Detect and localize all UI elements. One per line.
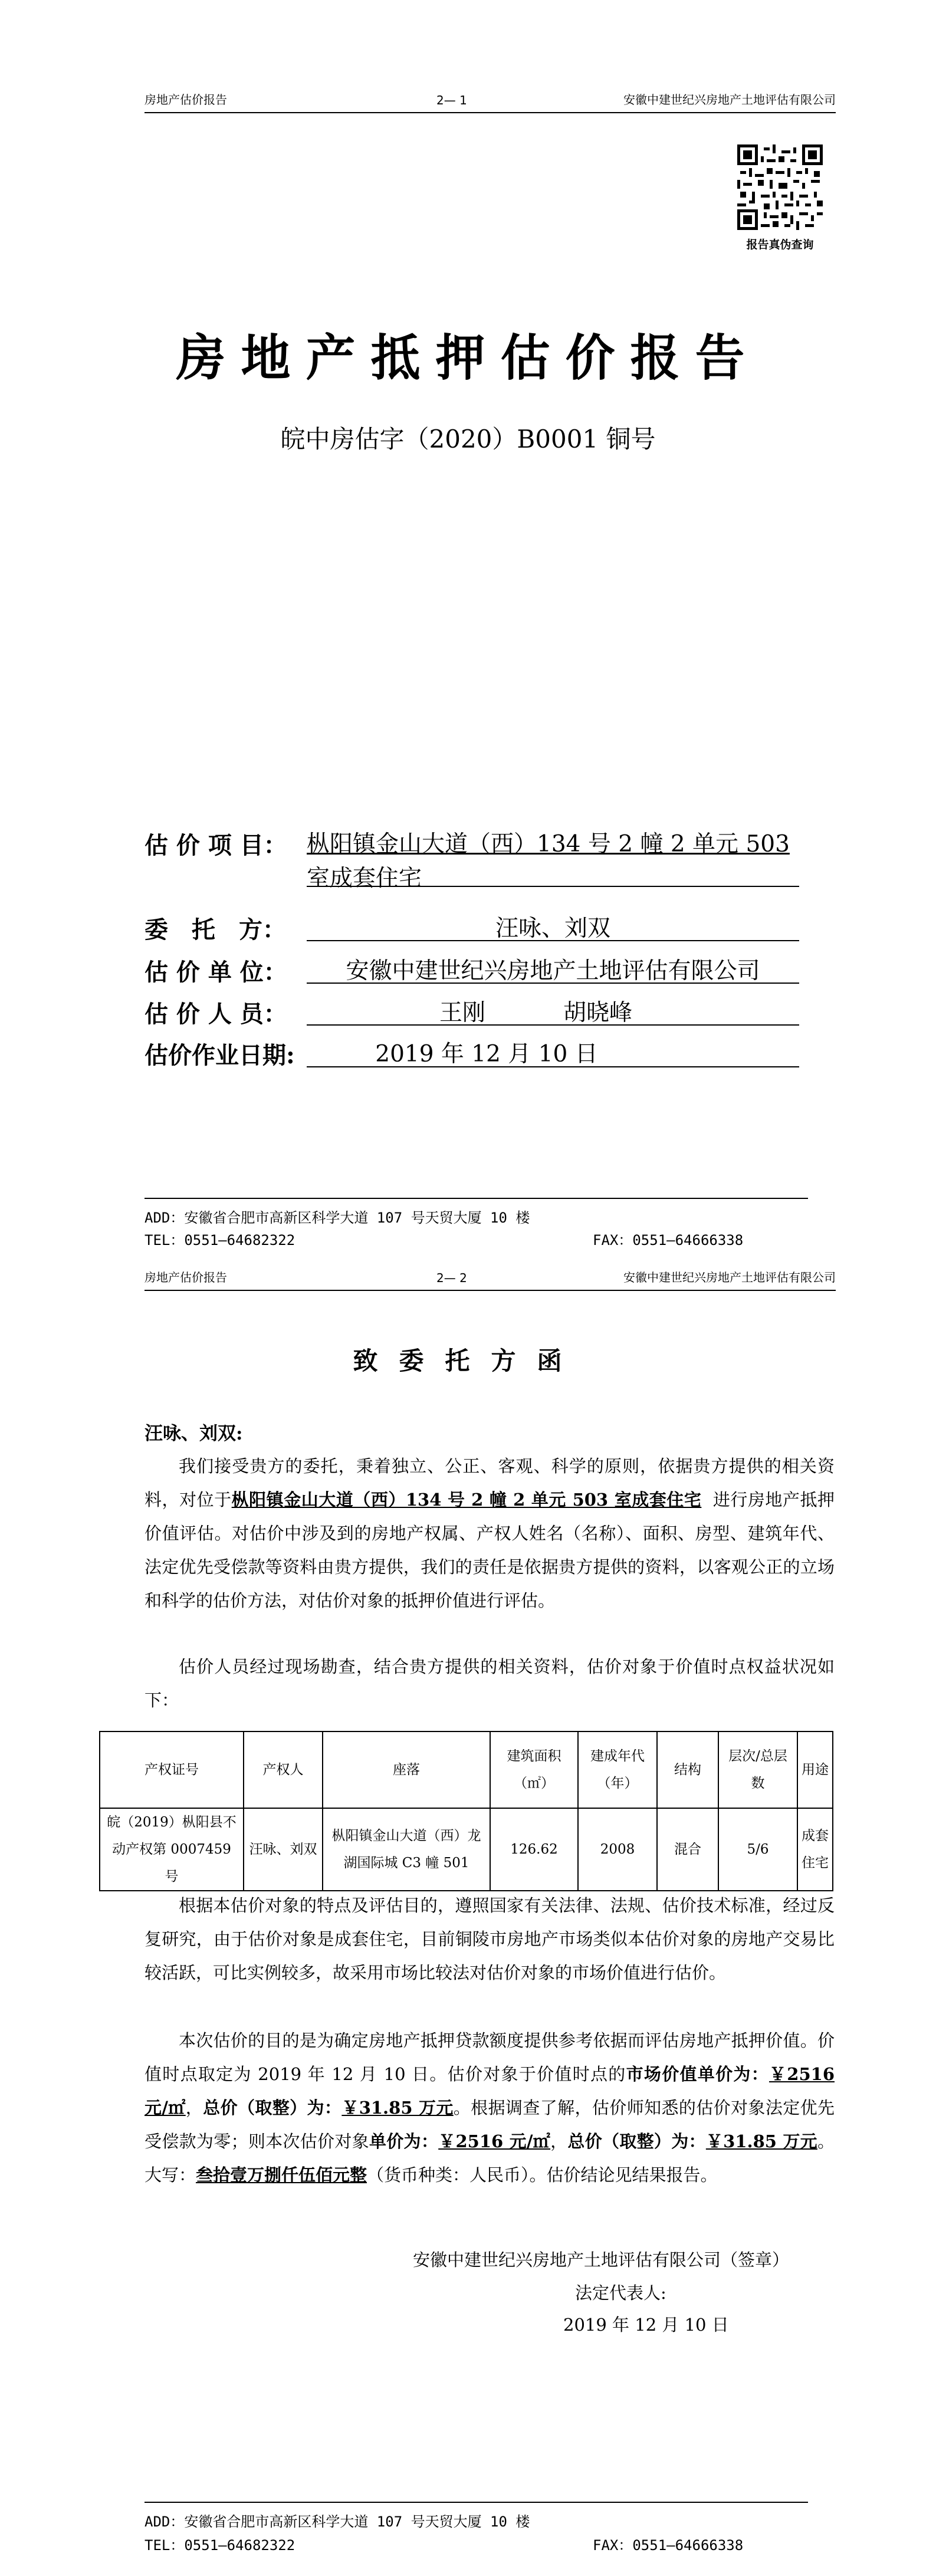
page1-footer-address: ADD：安徽省合肥市高新区科学大道 107 号天贸大厦 10 楼 <box>144 1210 530 1226</box>
p4-text-4: ， <box>550 2131 568 2151</box>
page2-footer-address: ADD：安徽省合肥市高新区科学大道 107 号天贸大厦 10 楼 <box>144 2513 530 2530</box>
th-owner: 产权人 <box>244 1731 323 1808</box>
paragraph-1-text-a: 我们接受贵方的委托，秉着独立、公正、客观、科学的原则，依据贵方提供的相关资料，对位于 <box>144 1456 835 1510</box>
paragraph-4 <box>144 2024 835 2192</box>
amount-in-words: 叁拾壹万捌仟伍佰元整 <box>196 2165 367 2185</box>
header-company: 安徽中建世纪兴房地产土地评估有限公司 <box>623 93 836 107</box>
p4-text-1: 本次估价的目的是为确定房地产抵押贷款额度提供参考依据而评估房地产抵押价值。价值时点取定为 2019 年 12 月 10 日。估价对象于价值时点的 <box>144 2030 835 2084</box>
report-number: 皖中房估字（2020）B0001 铜号 <box>280 425 656 454</box>
appraiser-underline <box>307 1024 799 1026</box>
table-row <box>100 1808 833 1891</box>
total-price-value: ￥31.85 万元 <box>341 2098 454 2118</box>
project-label: 估 价 项 目： <box>144 832 287 859</box>
paragraph-2: 估价人员经过现场勘查，结合贵方提供的相关资料，估价对象于价值时点权益状况如下： <box>144 1657 835 1710</box>
header-left: 房地产估价报告 <box>144 1270 227 1284</box>
qr-caption: 报告真伪查询 <box>746 238 814 251</box>
th-use: 用途 <box>797 1731 833 1808</box>
p4-text-3: 。根据调查了解，估价师知悉的估价对象法定优先受偿款为零；则本次估价对象 <box>144 2098 835 2151</box>
salutation: 汪咏、刘双: <box>144 1423 243 1444</box>
client-label: 委 托 方： <box>144 916 286 944</box>
th-area: 建筑面积（㎡） <box>490 1731 578 1808</box>
property-address: 枞阳镇金山大道（西）134 号 2 幢 2 单元 503 室成套住宅 <box>231 1490 702 1510</box>
final-unit-price-value: ￥2516 元/㎡ <box>438 2131 551 2151</box>
header-company: 安徽中建世纪兴房地产土地评估有限公司 <box>623 1270 836 1284</box>
final-total-price-value: ￥31.85 万元 <box>705 2131 817 2151</box>
cell-structure: 混合 <box>657 1808 718 1891</box>
unit-price-value: ￥2516 元/㎡ <box>144 2064 835 2118</box>
paragraph-1 <box>144 1450 835 1618</box>
final-unit-price-label: 单价为： <box>369 2131 439 2151</box>
letter-title: 致委托方函 <box>353 1346 583 1375</box>
page1-footer-tel: TEL：0551—64682322 <box>144 1232 295 1248</box>
appraiser-label: 估 价 人 员： <box>144 1000 287 1028</box>
cell-year: 2008 <box>578 1808 657 1891</box>
report-title: 房地产抵押估价报告 <box>176 328 760 387</box>
cell-area: 126.62 <box>490 1808 578 1891</box>
page1-header <box>144 86 836 113</box>
signature-date: 2019 年 12 月 10 日 <box>563 2315 729 2335</box>
th-year: 建成年代（年） <box>578 1731 657 1808</box>
page2-header <box>144 1264 836 1291</box>
appraiser-1: 王刚 <box>439 1000 486 1026</box>
cell-owner: 汪咏、刘双 <box>244 1808 323 1891</box>
header-page-number: 2— 1 <box>436 93 467 107</box>
date-underline <box>307 1066 799 1067</box>
signature-company: 安徽中建世纪兴房地产土地评估有限公司（签章） <box>413 2250 790 2270</box>
page1-footer-fax: FAX：0551—64666338 <box>593 1232 744 1248</box>
page1-footer-rule <box>144 1198 808 1199</box>
th-cert: 产权证号 <box>100 1731 244 1808</box>
p4-text-6: （货币种类：人民币）。估价结论见结果报告。 <box>367 2165 718 2185</box>
header-left: 房地产估价报告 <box>144 93 227 107</box>
paragraph-1-text-c: 进行房地产抵押价值评估。对估价中涉及到的房地产权属、产权人姓名（名称）、面积、房型、建筑年代、法定优先受偿款等资料由贵方提供，我们的责任是依据贵方提供的资料，以客观公正的立场和科学的估价方法，对估价对象的抵押价值进行评估。 <box>144 1490 835 1611</box>
cell-cert: 皖（2019）枞阳县不动产权第 0007459 号 <box>100 1808 244 1891</box>
p4-text-5: 。大写： <box>144 2131 835 2185</box>
cell-use: 成套住宅 <box>797 1808 833 1891</box>
project-value-line2: 室成套住宅 <box>307 865 422 892</box>
cell-location: 枞阳镇金山大道（西）龙湖国际城 C3 幢 501 <box>323 1808 490 1891</box>
project-value-line1: 枞阳镇金山大道（西）134 号 2 幢 2 单元 503 <box>307 831 790 857</box>
table-header-row <box>100 1731 833 1808</box>
unit-price-label: 市场价值单价为： <box>626 2064 769 2084</box>
unit-underline <box>307 983 799 984</box>
total-price-label: 总价（取整）为： <box>203 2098 342 2118</box>
appraiser-2: 胡晓峰 <box>563 1000 633 1026</box>
th-structure: 结构 <box>657 1731 718 1808</box>
paragraph-3: 根据本估价对象的特点及评估目的，遵照国家有关法律、法规、估价技术标准，经过反复研究，由于估价对象是成套住宅，目前铜陵市房地产市场类似本估价对象的房地产交易比较活跃，可比实例较多，故采用市场比较法对估价对象的市场价值进行估价。 <box>144 1895 835 1983</box>
signature-representative: 法定代表人: <box>575 2283 666 2303</box>
page2-footer-rule <box>144 2502 808 2503</box>
qr-code-icon[interactable] <box>737 144 823 230</box>
th-location: 座落 <box>323 1731 490 1808</box>
page2-footer-fax: FAX：0551—64666338 <box>593 2537 744 2554</box>
unit-value: 安徽中建世纪兴房地产土地评估有限公司 <box>346 958 760 984</box>
p4-text-2: ， <box>185 2098 203 2118</box>
final-total-price-label: 总价（取整）为： <box>567 2131 706 2151</box>
client-underline <box>307 940 799 941</box>
cell-floor: 5/6 <box>718 1808 797 1891</box>
page2-footer-tel: TEL：0551—64682322 <box>144 2537 295 2554</box>
client-value: 汪咏、刘双 <box>495 915 610 942</box>
header-page-number: 2— 2 <box>436 1271 467 1285</box>
date-label: 估价作业日期: <box>144 1041 295 1069</box>
property-table <box>99 1731 833 1891</box>
date-value: 2019 年 12 月 10 日 <box>375 1041 598 1067</box>
th-floor: 层次/总层数 <box>718 1731 797 1808</box>
unit-label: 估 价 单 位： <box>144 958 287 986</box>
